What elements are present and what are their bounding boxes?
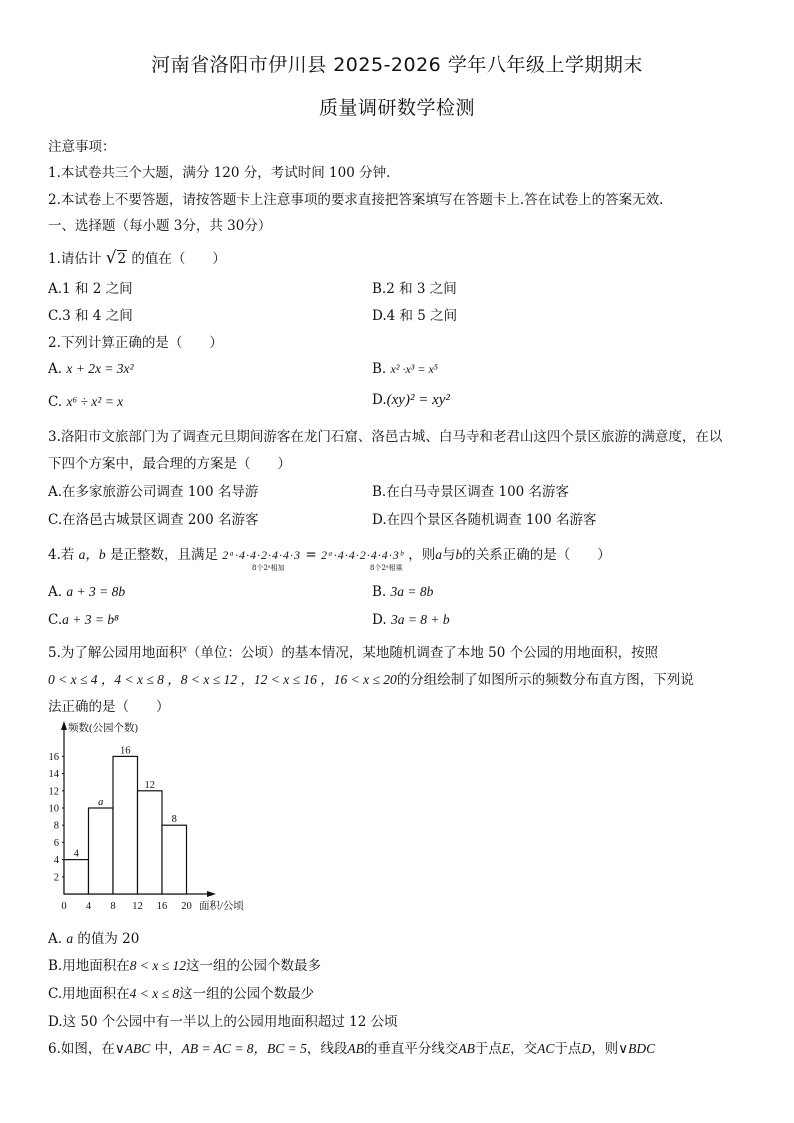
x-axis-arrow: [207, 891, 216, 897]
page-title: 河南省洛阳市伊川县 2025-2026 学年八年级上学期期末: [151, 54, 643, 76]
question-5-stem-line-3: 法正确的是（ ）: [48, 699, 170, 715]
histogram-bar: [113, 756, 138, 894]
q5-option-c: C.用地面积在4 < x ≤ 8这一组的公园个数最少: [48, 986, 315, 1002]
x-axis-label: 面积/公顷: [199, 901, 244, 912]
question-4-stem: 4.若 a，b 是正整数，且满足 2ᵃ·4·4·2·4·4·3 = 2ᵃ·4·4·2·4·4·3ᵇ ，则a与b的关系正确的是（ ）: [48, 547, 611, 563]
bar-value-label: 8: [171, 814, 177, 826]
q1-option-a: A.1 和 2 之间: [48, 281, 133, 297]
question-6-stem: 6.如图，在∨ABC 中，AB = AC = 8，BC = 5，线段AB的垂直平分线交AB于点E，交AC于点D，则∨BDC: [48, 1041, 656, 1057]
y-axis-arrow: [61, 721, 67, 730]
histogram-bar: [89, 808, 114, 894]
x-tick-label: 12: [132, 901, 143, 912]
y-axis-label: 频数(公园个数): [68, 723, 138, 734]
x-tick-label: 0: [61, 901, 67, 912]
q5-option-a: A. a 的值为 20: [48, 931, 140, 947]
page-subtitle: 质量调研数学检测: [318, 97, 475, 119]
q1-stem-text-2: 的值在（ ）: [131, 251, 226, 267]
q1-option-c: C.3 和 4 之间: [48, 308, 133, 324]
q4-option-d: D. 3a = 8 + b: [372, 612, 450, 628]
q4-variables: a，b: [78, 547, 106, 562]
notes-heading: 注意事项：: [48, 139, 116, 155]
q4-option-c: C.a + 3 = b⁸: [48, 612, 119, 628]
histogram-bar: [138, 791, 163, 894]
y-tick-label: 14: [48, 769, 59, 781]
q1-option-b: B.2 和 3 之间: [372, 281, 457, 297]
q2-option-b: B. x² ·x³ = x⁵: [372, 361, 438, 377]
x-tick-label: 20: [181, 901, 192, 912]
q3-option-d: D.在四个景区各随机调查 100 名游客: [372, 512, 597, 528]
radicand: 2: [117, 251, 127, 267]
x-tick-label: 4: [85, 901, 92, 912]
q2-option-d: D.(xy)² = xy²: [372, 392, 450, 408]
x-tick-label: 8: [110, 901, 116, 912]
question-3-stem-line-2: 下四个方案中，最合理的方案是（ ）: [48, 456, 291, 472]
question-1-stem: [48, 247, 226, 268]
q4-note-left: 8个2ᵃ相加: [252, 564, 285, 572]
question-2-stem: 2.下列计算正确的是（ ）: [48, 335, 223, 351]
bar-value-label: 16: [120, 745, 131, 757]
section-heading: 一、选择题（每小题 3分，共 30分）: [48, 218, 272, 234]
q4-equals: =: [305, 547, 317, 563]
q5-groups: 0 < x ≤ 4 ，4 < x ≤ 8 ，8 < x ≤ 12 ，12 < x ≤ 16 ，16 < x ≤ 20: [48, 672, 397, 687]
y-tick-label: 8: [53, 820, 59, 832]
question-5-stem-line-2: 0 < x ≤ 4 ，4 < x ≤ 8 ，8 < x ≤ 12 ，12 < x ≤ 16 ，16 < x ≤ 20的分组绘制了如图所示的频数分布直方图，下列说: [48, 672, 694, 688]
notes-item-2: 2.本试卷上不要答题，请按答题卡上注意事项的要求直接把答案填写在答题卡上.答在试卷上的答案无效.: [48, 192, 664, 208]
q4-option-a: A. a + 3 = 8b: [48, 584, 126, 600]
q4-expr-left: 2ᵃ·4·4·2·4·4·3: [222, 548, 302, 562]
q3-option-b: B.在白马寺景区调查 100 名游客: [372, 484, 570, 500]
q1-stem-text: 1.请估计: [48, 251, 102, 267]
sqrt-symbol: √: [105, 248, 117, 268]
y-tick-label: 2: [53, 872, 59, 884]
histogram-bar: [162, 825, 187, 894]
q5-option-b: B.用地面积在8 < x ≤ 12这一组的公园个数最多: [48, 958, 321, 974]
notes-item-1: 1.本试卷共三个大题，满分 120 分，考试时间 100 分钟.: [48, 165, 391, 181]
question-3-stem-line-1: 3.洛阳市文旅部门为了调查元旦期间游客在龙门石窟、洛邑古城、白马寺和老君山这四个景区旅游的满意度，在以: [48, 429, 723, 445]
y-tick-label: 4: [53, 855, 59, 867]
q2-option-c: C. x⁶ ÷ x² = x: [48, 394, 124, 410]
bar-value-label: a: [98, 797, 104, 808]
q5-option-d: D.这 50 个公园中有一半以上的公园用地面积超过 12 公顷: [48, 1014, 398, 1030]
histogram-chart: [40, 716, 270, 920]
q3-option-c: C.在洛邑古城景区调查 200 名游客: [48, 512, 259, 528]
q4-expr-right: 2ᵃ·4·4·2·4·4·3ᵇ: [320, 548, 404, 562]
question-5-stem-line-1: 5.为了解公园用地面积$^x$（单位：公顷）的基本情况，某地随机调查了本地 50 个公园的用地面积，按照: [48, 643, 659, 661]
y-tick-label: 16: [48, 751, 59, 763]
q4-option-b: B. 3a = 8b: [372, 584, 434, 600]
histogram-bar: [64, 860, 89, 894]
q4-note-right: 8个2ᵃ相乘: [370, 564, 403, 572]
q3-option-a: A.在多家旅游公司调查 100 名导游: [48, 484, 259, 500]
y-tick-label: 12: [48, 786, 59, 798]
q2-option-a: A. x + 2x = 3x²: [48, 361, 134, 377]
bar-value-label: 4: [73, 848, 79, 860]
bar-value-label: 12: [144, 779, 155, 791]
x-tick-label: 16: [156, 901, 168, 912]
y-tick-label: 6: [53, 837, 59, 849]
q1-option-d: D.4 和 5 之间: [372, 308, 458, 324]
y-tick-label: 10: [48, 803, 59, 815]
